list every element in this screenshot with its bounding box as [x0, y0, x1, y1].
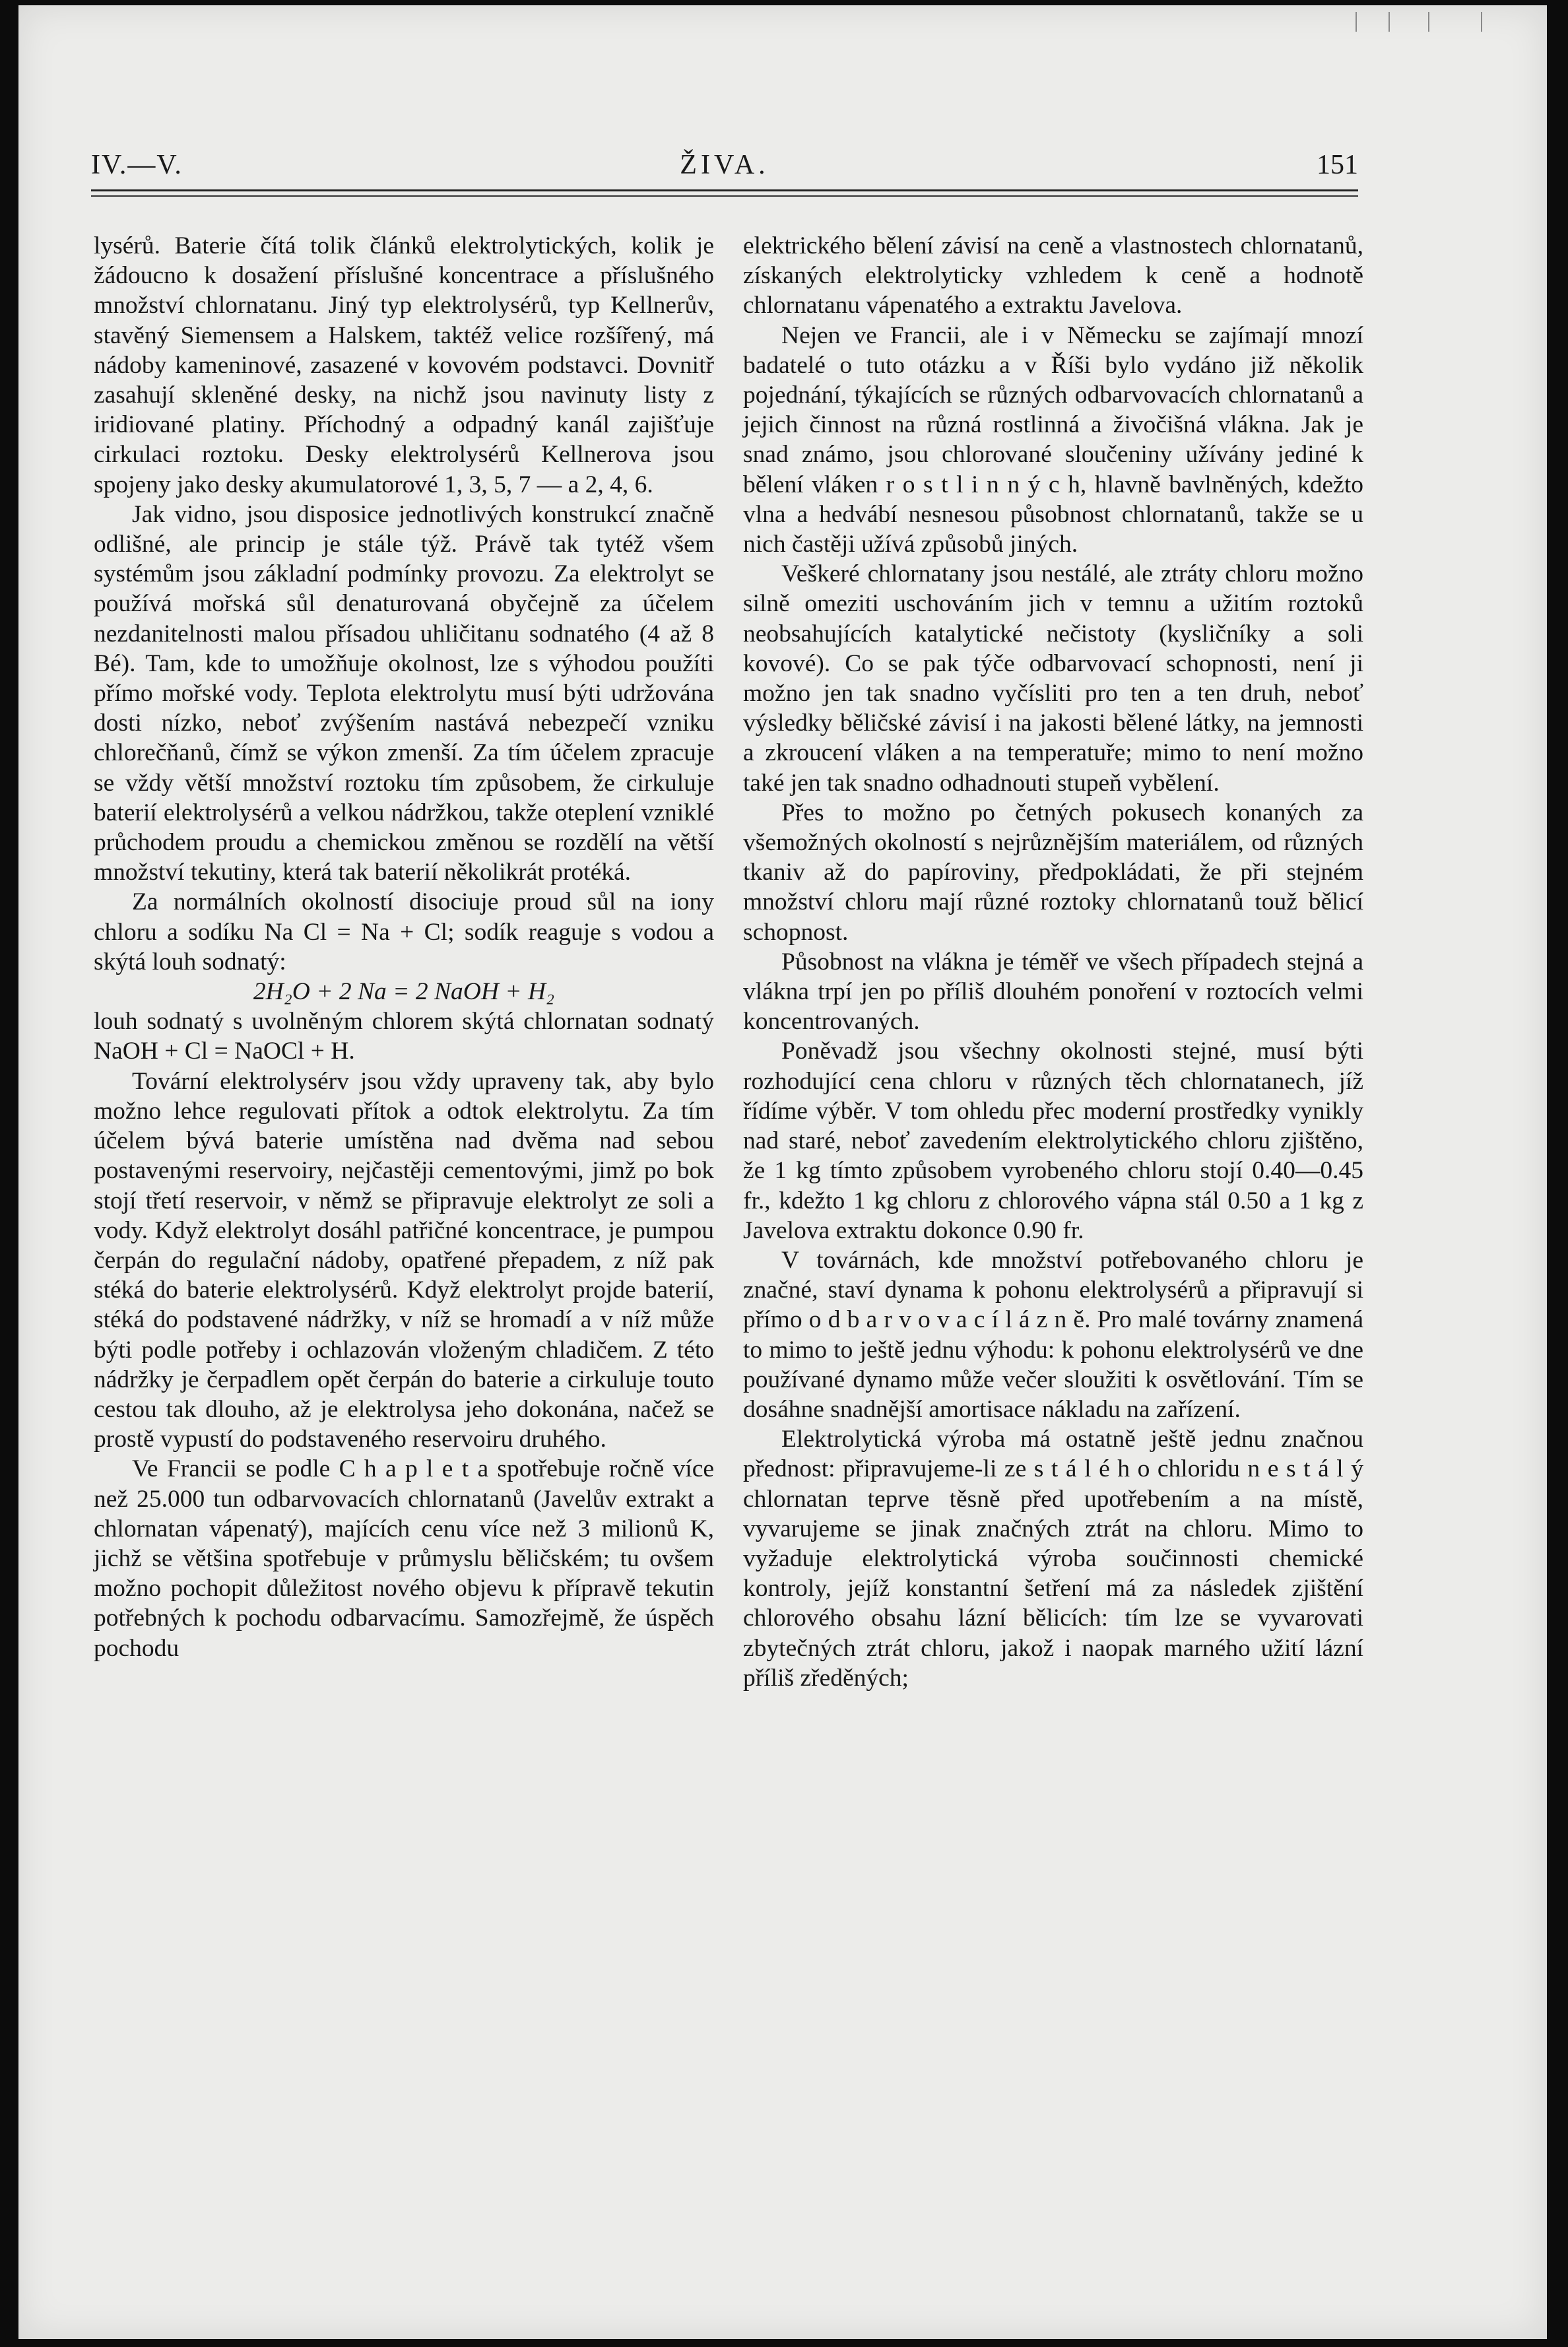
- right-column: [743, 231, 1363, 1693]
- paragraph: Ve Francii se podle C h a p l e t a spotřebuje ročně více než 25.000 tun odbarvovacích chlornatanů (Javelův extrakt a chlornatan vápenatý), majících cenu více než 3 milionů K, jichž se většina spotřebuje v průmyslu běličském; tu ovšem možno pochopit důležitost nového objevu k přípravě tekutin potřebných k pochodu odbarvacímu. Samozřejmě, že úspěch pochodu: [94, 1455, 714, 1662]
- paragraph: Elektrolytická výroba má ostatně ještě jednu značnou přednost: připravujeme-li ze s t á l é h o chloridu n e s t á l ý chlornatan teprve těsně před upotřebením a na místě, vyvarujeme se jinak značných ztrát na chloru. Mimo to vyžaduje elektrolytická výroba součinnosti chemické kontroly, jejíž konstantní šetření má za následek zjištění chlorového obsahu lázní bělicích: tím lze se vyvarovati zbytečných ztrát chloru, jakož i naopak marného užití lázní příliš zředěných;: [743, 1426, 1363, 1692]
- journal-title: ŽIVA.: [680, 150, 769, 180]
- chemical-equation: 2H₂O + 2 Na = 2 NaOH + H₂: [253, 978, 555, 1006]
- paragraph: Za normálních okolností disociuje proud sůl na iony chloru a sodíku Na Cl = Na + Cl; sodík reaguje s vodou a skýtá louh sodnatý:: [94, 888, 714, 975]
- left-column: [94, 231, 714, 1663]
- paragraph: V továrnách, kde množství potřebovaného chloru je značné, staví dynama k pohonu elektrolysérů a připravují si přímo o d b a r v o v a c í l á z n ě. Pro malé továrny znamená to mimo to ještě jednu výhodu: k pohonu elektrolysérů ve dne používané dynamo může večer sloužiti k osvětlování. Tím se dosáhne snadnější amortisace nákladu na zařízení.: [743, 1246, 1363, 1423]
- paragraph: Veškeré chlornatany jsou nestálé, ale ztráty chloru možno silně omeziti uschováním jich v temnu a užitím roztoků neobsahujících katalytické nečistoty (kysličníky a soli kovové). Co se pak týče odbarvovací schopnosti, není ji možno jen tak snadno vyčísliti pro ten a ten druh, neboť výsledky běličské závisí i na jakosti bělené látky, na jemnosti a zkroucení vláken a na temperatuře; mimo to není možno také jen tak snadno odhadnouti stupeň vybělení.: [743, 560, 1363, 797]
- paragraph: louh sodnatý s uvolněným chlorem skýtá chlornatan sodnatý NaOH + Cl = NaOCl + H.: [94, 1008, 714, 1065]
- scan-edge-marks: [1349, 12, 1520, 38]
- paragraph: Působnost na vlákna je téměř ve všech případech stejná a vlákna trpí jen po příliš dlouhém ponoření v roztocích velmi koncentrovaných.: [743, 948, 1363, 1036]
- page-number: 151: [1317, 150, 1358, 180]
- issue-number: IV.—V.: [91, 150, 183, 180]
- paragraph: Přes to možno po četných pokusech konaných za všemožných okolností s nejrůznějším materiálem, od různých tkaniv až do papíroviny, předpokládati, že při stejném množství chloru mají různé roztoky chlornatanů touž bělicí schopnost.: [743, 799, 1363, 946]
- header-rule-secondary: [91, 195, 1358, 197]
- paragraph: Tovární elektrolysérv jsou vždy upraveny tak, aby bylo možno lehce regulovati přítok a odtok elektrolytu. Za tím účelem bývá baterie umístěna nad dvěma nad sebou postavenými reservoiry, nejčastěji cementovými, jimž po bok stojí třetí reservoir, v němž se připravuje elektrolyt ze soli a vody. Když elektrolyt dosáhl patřičné koncentrace, je pumpou čerpán do regulační nádoby, opatřené přepadem, z níž pak stéká do baterie elektrolysérů. Když elektrolyt projde baterií, stéká do podstavené nádržky, v níž se hromadí a v níž může býti podle potřeby i ochlazován vloženým chladičem. Z této nádržky je čerpadlem opět čerpán do baterie a cirkuluje touto cestou tak dlouho, až je elektrolysa jeho dokonána, načež se prostě vypustí do podstaveného reservoiru druhého.: [94, 1067, 714, 1453]
- paragraph: elektrického bělení závisí na ceně a vlastnostech chlornatanů, získaných elektrolyticky vzhledem k ceně a hodnotě chlornatanu vápenatého a extraktu Javelova.: [743, 232, 1363, 319]
- paragraph: lysérů. Baterie čítá tolik článků elektrolytických, kolik je žádoucno k dosažení příslušné koncentrace a příslušného množství chlornatanu. Jiný typ elektrolysérů, typ Kellnerův, stavěný Siemensem a Halskem, taktéž velice rozšířený, má nádoby kameninové, zasazené v kovovém podstavci. Dovnitř zasahují skleněné desky, na nichž jsou navinuty listy z iridiované platiny. Příchodný a odpadný kanál zajišťuje cirkulaci roztoku. Desky elektrolysérů Kellnerova jsou spojeny jako desky akumulatorové 1, 3, 5, 7 — a 2, 4, 6.: [94, 232, 714, 498]
- paragraph: Poněvadž jsou všechny okolnosti stejné, musí býti rozhodující cena chloru v různých těch chlornatanech, jíž řídíme výběr. V tom ohledu přec moderní prostředky vynikly nad staré, neboť zavedením elektrolytického chloru zjištěno, že 1 kg tímto způsobem vyrobeného chloru stojí 0.40—0.45 fr., kdežto 1 kg chloru z chlorového vápna stál 0.50 a 1 kg z Javelova extraktu dokonce 0.90 fr.: [743, 1038, 1363, 1244]
- header-rule: [91, 189, 1358, 191]
- paragraph: Jak vidno, jsou disposice jednotlivých konstrukcí značně odlišné, ale princip je stále týž. Právě tak tytéž všem systémům jsou základní podmínky provozu. Za elektrolyt se používá mořská sůl denaturovaná obyčejně za účelem nezdanitelnosti malou přísadou uhličitanu sodnatého (4 až 8 Bé). Tam, kde to umožňuje okolnost, lze s výhodou použíti přímo mořské vody. Teplota elektrolytu musí býti udržována dosti nízko, neboť zvýšením nastává nebezpečí vzniku chlorečňanů, čímž se výkon zmenší. Za tím účelem zpracuje se vždy větší množství roztoku tím způsobem, že cirkuluje baterií elektrolysérů a velkou nádržkou, takže oteplení vzniklé průchodem proudu a chemickou změnou se rozdělí na větší množství tekutiny, která tak baterií několikrát protéká.: [94, 500, 714, 886]
- paragraph: Nejen ve Francii, ale i v Německu se zajímají mnozí badatelé o tuto otázku a v Říši bylo vydáno již několik pojednání, týkajících se různých odbarvovacích chlornatanů a jejich činnost na různá rostlinná a živočišná vlákna. Jak je snad známo, jsou chlorované sloučeniny užívány jediné k bělení vláken r o s t l i n n ý c h, hlavně bavlněných, kdežto vlna a hedvábí nesnesou působnost chlornatanů, takže se u nich častěji užívá způsobů jiných.: [743, 321, 1363, 558]
- page-header: [91, 149, 1358, 189]
